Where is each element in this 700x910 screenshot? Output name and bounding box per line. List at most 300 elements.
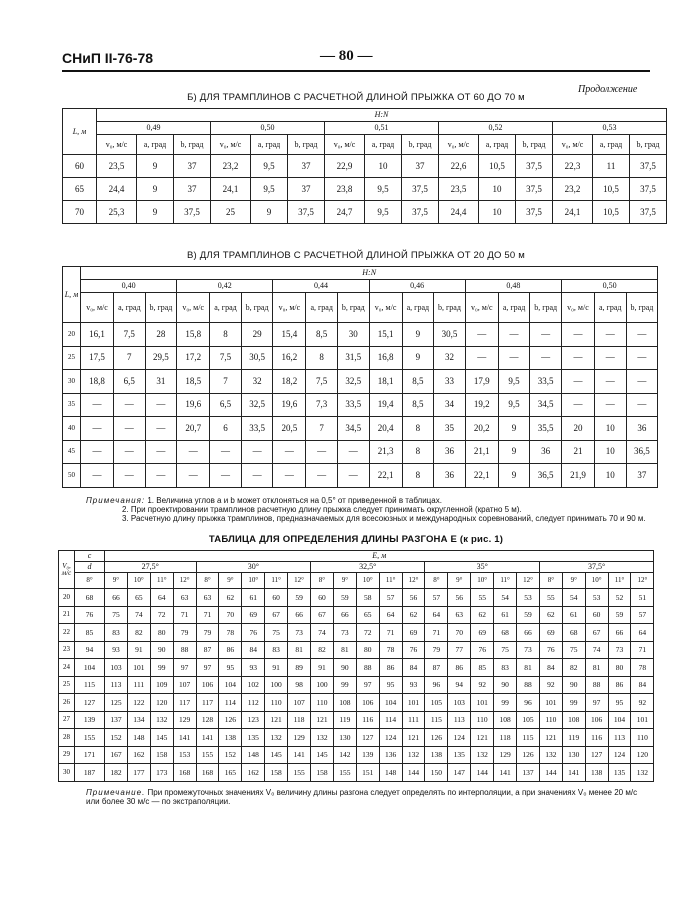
degree-header: 10° — [356, 573, 379, 589]
table-cell: — — [626, 346, 658, 370]
table-row — [63, 440, 658, 464]
table-cell: 120 — [631, 746, 654, 764]
table-cell: 88 — [173, 641, 196, 659]
table-cell: 70 — [219, 606, 242, 624]
table-cell: 90 — [562, 676, 585, 694]
table-cell: — — [498, 323, 530, 347]
table-cell: 24,1 — [211, 178, 251, 201]
table-b — [62, 108, 667, 224]
group-header: 0,52 — [439, 122, 553, 135]
table-cell: 62 — [539, 606, 562, 624]
table-cell: 101 — [631, 711, 654, 729]
table-cell: 122 — [127, 694, 150, 712]
table-cell: 23,2 — [211, 155, 251, 178]
table-cell: 158 — [311, 764, 334, 782]
table-cell: 114 — [219, 694, 242, 712]
table-cell: 54 — [562, 589, 585, 607]
table-cell: — — [145, 393, 177, 417]
table-cell: 121 — [471, 729, 494, 747]
degree-header: 10° — [471, 573, 494, 589]
table-cell: 90 — [494, 676, 517, 694]
table-cell: 148 — [379, 764, 402, 782]
table-cell: 117 — [173, 694, 196, 712]
table-cell: 120 — [150, 694, 173, 712]
table-cell: 36,5 — [626, 440, 658, 464]
row-label: 45 — [63, 440, 81, 464]
table-cell: 69 — [402, 624, 425, 642]
table-cell: 37 — [174, 155, 211, 178]
d-header: d — [75, 562, 105, 573]
table-cell: 114 — [379, 711, 402, 729]
table-cell: 32,5 — [337, 370, 369, 394]
table-cell: 53 — [585, 589, 608, 607]
sub-header: a, град — [210, 293, 242, 323]
table-cell: — — [530, 323, 562, 347]
degree-header: 9° — [219, 573, 242, 589]
table-cell: 79 — [425, 641, 448, 659]
sub-header: b, град — [516, 135, 553, 155]
table-cell: 103 — [448, 694, 471, 712]
table-cell: 8 — [402, 464, 434, 488]
table-cell: 64 — [379, 606, 402, 624]
sub-header: a, град — [251, 135, 288, 155]
table-cell: 17,5 — [81, 346, 114, 370]
table-cell: 102 — [242, 676, 265, 694]
table-cell: 37,5 — [516, 178, 553, 201]
table-cell: 124 — [608, 746, 631, 764]
table-cell: 35 — [434, 417, 466, 441]
table-cell: 59 — [517, 606, 540, 624]
table-row — [63, 346, 658, 370]
table-cell: 152 — [105, 729, 128, 747]
table-cell: 30 — [337, 323, 369, 347]
group-header: 0,42 — [177, 280, 273, 293]
table-cell: 36 — [434, 464, 466, 488]
table-cell: 150 — [425, 764, 448, 782]
table-cell: 60 — [585, 606, 608, 624]
sub-header: v₀, м/с — [211, 135, 251, 155]
table-cell: 113 — [105, 676, 128, 694]
note-label: Примечание. — [86, 788, 146, 797]
table-cell: 96 — [425, 676, 448, 694]
table-cell: 9 — [498, 440, 530, 464]
table-cell: 155 — [333, 764, 356, 782]
table-cell: 155 — [288, 764, 311, 782]
table-cell: 71 — [379, 624, 402, 642]
table-cell: 155 — [75, 729, 105, 747]
table-cell: 134 — [127, 711, 150, 729]
sub-header: b, град — [402, 135, 439, 155]
table-cell: 19,4 — [369, 393, 402, 417]
table-cell: 6,5 — [210, 393, 242, 417]
row-label: 23 — [59, 641, 75, 659]
table-cell: 101 — [539, 694, 562, 712]
row-label: 22 — [59, 624, 75, 642]
table-cell: 37,5 — [402, 178, 439, 201]
table-cell: 86 — [379, 659, 402, 677]
table-cell: 66 — [517, 624, 540, 642]
table-e-caption: ТАБЛИЦА ДЛЯ ОПРЕДЕЛЕНИЯ ДЛИНЫ РАЗГОНА E (к рис. 1) — [208, 534, 504, 545]
row-label: 20 — [63, 323, 81, 347]
table-cell: 95 — [219, 659, 242, 677]
table-cell: 8 — [306, 346, 338, 370]
table-cell: 37 — [626, 464, 658, 488]
table-cell: 118 — [494, 729, 517, 747]
table-cell: 132 — [402, 746, 425, 764]
table-cell: 129 — [494, 746, 517, 764]
table-cell: 86 — [608, 676, 631, 694]
table-cell: — — [594, 370, 626, 394]
table-cell: — — [561, 323, 594, 347]
table-cell: 90 — [333, 659, 356, 677]
sub-header: b, град — [626, 293, 658, 323]
table-cell: — — [337, 464, 369, 488]
table-cell: 19,6 — [177, 393, 210, 417]
table-cell: 136 — [379, 746, 402, 764]
degree-header: 12° — [173, 573, 196, 589]
table-cell: — — [561, 393, 594, 417]
table-cell: 106 — [356, 694, 379, 712]
table-cell: 76 — [539, 641, 562, 659]
table-cell: — — [465, 346, 498, 370]
row-label: 70 — [63, 201, 97, 224]
table-row — [63, 464, 658, 488]
table-cell: 66 — [608, 624, 631, 642]
table-cell: 95 — [379, 676, 402, 694]
table-cell: 78 — [379, 641, 402, 659]
table-cell: 63 — [196, 589, 219, 607]
table-cell: 25,3 — [97, 201, 137, 224]
degree-header: 12° — [631, 573, 654, 589]
table-cell: 87 — [425, 659, 448, 677]
table-cell: 37 — [288, 155, 325, 178]
table-cell: 60 — [265, 589, 288, 607]
table-cell: 56 — [448, 589, 471, 607]
table-cell: 100 — [311, 676, 334, 694]
table-cell: 10 — [594, 417, 626, 441]
table-cell: — — [114, 417, 146, 441]
table-cell: 21,1 — [465, 440, 498, 464]
table-cell: 73 — [333, 624, 356, 642]
note-3: 3. Расчетную длину прыжка трамплинов, предназначаемых для всесоюзных и международных соревнований, следует принимать 70 и 90 м. — [122, 514, 646, 524]
table-cell: 135 — [242, 729, 265, 747]
table-cell: 106 — [196, 676, 219, 694]
table-cell: 100 — [265, 676, 288, 694]
table-cell: 80 — [356, 641, 379, 659]
table-cell: 80 — [608, 659, 631, 677]
table-cell: — — [81, 417, 114, 441]
table-cell: 110 — [265, 694, 288, 712]
table-cell: 93 — [105, 641, 128, 659]
table-cell: 75 — [494, 641, 517, 659]
table-cell: — — [594, 323, 626, 347]
sub-header: b, град — [241, 293, 273, 323]
table-cell: 148 — [242, 746, 265, 764]
table-cell: 88 — [517, 676, 540, 694]
table-cell: 71 — [196, 606, 219, 624]
row-label: 27 — [59, 711, 75, 729]
sub-header: v₀, м/с — [273, 293, 306, 323]
table-cell: 103 — [105, 659, 128, 677]
table-cell: 33,5 — [241, 417, 273, 441]
table-cell: 116 — [356, 711, 379, 729]
table-cell: 92 — [539, 676, 562, 694]
table-cell: 68 — [494, 624, 517, 642]
table-cell: 52 — [608, 589, 631, 607]
table-cell: — — [114, 440, 146, 464]
notes-label: Примечания: — [86, 496, 146, 505]
table-cell: — — [594, 393, 626, 417]
table-cell: 135 — [448, 746, 471, 764]
page-header — [62, 50, 650, 70]
table-row — [63, 370, 658, 394]
table-cell: 93 — [402, 676, 425, 694]
table-cell: 124 — [379, 729, 402, 747]
table-cell: 95 — [608, 694, 631, 712]
sub-header: a, град — [137, 135, 174, 155]
table-cell: 18,5 — [177, 370, 210, 394]
table-cell: 99 — [150, 659, 173, 677]
table-cell: 78 — [631, 659, 654, 677]
table-cell: 20,7 — [177, 417, 210, 441]
table-cell: 105 — [425, 694, 448, 712]
table-cell: 141 — [173, 729, 196, 747]
row-label: 24 — [59, 659, 75, 677]
table-cell: 139 — [356, 746, 379, 764]
table-cell: 59 — [608, 606, 631, 624]
table-cell: 30,5 — [434, 323, 466, 347]
table-cell: 92 — [631, 694, 654, 712]
table-cell: 99 — [494, 694, 517, 712]
table-cell: 21,9 — [561, 464, 594, 488]
table-cell: 18,1 — [369, 370, 402, 394]
degree-header: 9° — [448, 573, 471, 589]
degree-header: 9° — [333, 573, 356, 589]
table-cell: 101 — [402, 694, 425, 712]
table-cell: 22,1 — [465, 464, 498, 488]
sub-header: b, град — [630, 135, 667, 155]
table-cell: 117 — [196, 694, 219, 712]
table-cell: 17,9 — [465, 370, 498, 394]
table-cell: 72 — [150, 606, 173, 624]
table-cell: 130 — [562, 746, 585, 764]
table-cell: 6,5 — [114, 370, 146, 394]
table-cell: 10 — [479, 178, 516, 201]
sub-header: v₀, м/с — [465, 293, 498, 323]
row-label: 30 — [59, 764, 75, 782]
table-cell: 61 — [562, 606, 585, 624]
table-cell: 59 — [288, 589, 311, 607]
table-cell: 55 — [539, 589, 562, 607]
degree-header: 11° — [265, 573, 288, 589]
sub-header: v₀, м/с — [439, 135, 479, 155]
table-cell: — — [114, 464, 146, 488]
table-cell: 168 — [196, 764, 219, 782]
table-cell: 62 — [402, 606, 425, 624]
table-cell: 10 — [479, 201, 516, 224]
group-header: 0,50 — [211, 122, 325, 135]
sub-header: v₀, м/с — [561, 293, 594, 323]
row-label: 35 — [63, 393, 81, 417]
table-cell: 15,1 — [369, 323, 402, 347]
table-row — [63, 417, 658, 441]
table-cell: 9 — [498, 464, 530, 488]
table-cell: 97 — [356, 676, 379, 694]
table-cell: 61 — [494, 606, 517, 624]
degree-header: 8° — [311, 573, 334, 589]
table-cell: 62 — [471, 606, 494, 624]
table-cell: 37,5 — [516, 201, 553, 224]
table-row — [59, 676, 654, 694]
sub-header: a, град — [479, 135, 516, 155]
table-cell: 111 — [402, 711, 425, 729]
table-cell: 9,5 — [251, 178, 288, 201]
table-cell: 81 — [333, 641, 356, 659]
table-cell: 31 — [145, 370, 177, 394]
degree-header: 8° — [425, 573, 448, 589]
sub-header: b, град — [530, 293, 562, 323]
table-cell: 141 — [562, 764, 585, 782]
table-cell: 138 — [425, 746, 448, 764]
table-cell: 9 — [251, 201, 288, 224]
table-cell: 9,5 — [498, 370, 530, 394]
table-cell: 31,5 — [337, 346, 369, 370]
table-cell: 66 — [288, 606, 311, 624]
table-cell: 18,8 — [81, 370, 114, 394]
table-cell: — — [306, 464, 338, 488]
table-cell: — — [81, 393, 114, 417]
table-cell: 85 — [471, 659, 494, 677]
table-cell: 107 — [288, 694, 311, 712]
table-cell: 86 — [219, 641, 242, 659]
table-cell: 72 — [356, 624, 379, 642]
table-cell: — — [145, 417, 177, 441]
table-cell: 101 — [471, 694, 494, 712]
table-cell: 33 — [434, 370, 466, 394]
table-cell: 121 — [265, 711, 288, 729]
table-cell: 110 — [539, 711, 562, 729]
table-cell: 67 — [311, 606, 334, 624]
table-cell: — — [626, 393, 658, 417]
table-cell: 137 — [517, 764, 540, 782]
table-cell: 51 — [631, 589, 654, 607]
table-cell: 127 — [75, 694, 105, 712]
table-cell: 94 — [75, 641, 105, 659]
hn-header: H:N — [97, 109, 667, 122]
table-cell: — — [145, 440, 177, 464]
table-cell: 8,5 — [306, 323, 338, 347]
table-cell: 8 — [210, 323, 242, 347]
table-cell: 93 — [242, 659, 265, 677]
table-cell: 147 — [448, 764, 471, 782]
table-cell: 20 — [561, 417, 594, 441]
table-cell: 24,4 — [439, 201, 479, 224]
table-cell: 73 — [608, 641, 631, 659]
table-row — [59, 589, 654, 607]
table-cell: 62 — [219, 589, 242, 607]
table-cell: 132 — [150, 711, 173, 729]
table-cell: 8 — [402, 440, 434, 464]
table-row — [59, 729, 654, 747]
table-cell: 37,5 — [630, 155, 667, 178]
table-cell: 119 — [562, 729, 585, 747]
table-row — [63, 393, 658, 417]
table-cell: 107 — [173, 676, 196, 694]
table-cell: 74 — [127, 606, 150, 624]
table-cell: 92 — [471, 676, 494, 694]
table-cell: 144 — [471, 764, 494, 782]
table-cell: 20,5 — [273, 417, 306, 441]
table-cell: 9 — [137, 155, 174, 178]
table-cell: 73 — [288, 624, 311, 642]
table-cell: 97 — [173, 659, 196, 677]
notes-block — [62, 496, 650, 524]
table-cell: 66 — [105, 589, 128, 607]
table-cell: 24,1 — [553, 201, 593, 224]
table-cell: 9,5 — [498, 393, 530, 417]
l-header: L, м — [63, 109, 97, 155]
table-cell: — — [561, 346, 594, 370]
table-cell: 10,5 — [593, 201, 630, 224]
table-cell: — — [626, 370, 658, 394]
table-cell: 18,2 — [273, 370, 306, 394]
row-label: 25 — [63, 346, 81, 370]
table-cell: 148 — [127, 729, 150, 747]
table-cell: 155 — [196, 746, 219, 764]
table-cell: 33,5 — [337, 393, 369, 417]
table-cell: 37,5 — [516, 155, 553, 178]
table-cell: 59 — [333, 589, 356, 607]
degree-header: 10° — [242, 573, 265, 589]
table-cell: 118 — [288, 711, 311, 729]
table-b-caption: Б) ДЛЯ ТРАМПЛИНОВ С РАСЧЕТНОЙ ДЛИНОЙ ПРЫЖКА ОТ 60 ДО 70 м — [187, 92, 525, 103]
table-cell: 69 — [539, 624, 562, 642]
row-label: 20 — [59, 589, 75, 607]
table-cell: 7,3 — [306, 393, 338, 417]
table-cell: 37,5 — [174, 201, 211, 224]
table-cell: 145 — [150, 729, 173, 747]
table-cell: 109 — [150, 676, 173, 694]
group-header: 0,44 — [273, 280, 369, 293]
table-cell: 126 — [219, 711, 242, 729]
table-cell: 98 — [288, 676, 311, 694]
row-label: 40 — [63, 417, 81, 441]
table-cell: 53 — [517, 589, 540, 607]
table-cell: 129 — [288, 729, 311, 747]
table-cell: 8 — [402, 417, 434, 441]
sub-header: v₀, м/с — [369, 293, 402, 323]
l-header: L, м — [63, 267, 81, 323]
table-cell: 76 — [75, 606, 105, 624]
table-cell: 8,5 — [402, 370, 434, 394]
table-cell: — — [241, 464, 273, 488]
table-cell: 119 — [333, 711, 356, 729]
table-cell: 128 — [196, 711, 219, 729]
table-cell: 132 — [631, 764, 654, 782]
table-cell: 132 — [471, 746, 494, 764]
table-cell: 113 — [608, 729, 631, 747]
table-cell: 137 — [105, 711, 128, 729]
sub-header: a, град — [114, 293, 146, 323]
group-header: 35° — [425, 562, 539, 573]
sub-header: a, град — [498, 293, 530, 323]
table-cell: 30,5 — [241, 346, 273, 370]
row-label: 60 — [63, 155, 97, 178]
sub-header: a, град — [365, 135, 402, 155]
table-cell: 9,5 — [365, 178, 402, 201]
table-row — [59, 606, 654, 624]
table-cell: 60 — [311, 589, 334, 607]
